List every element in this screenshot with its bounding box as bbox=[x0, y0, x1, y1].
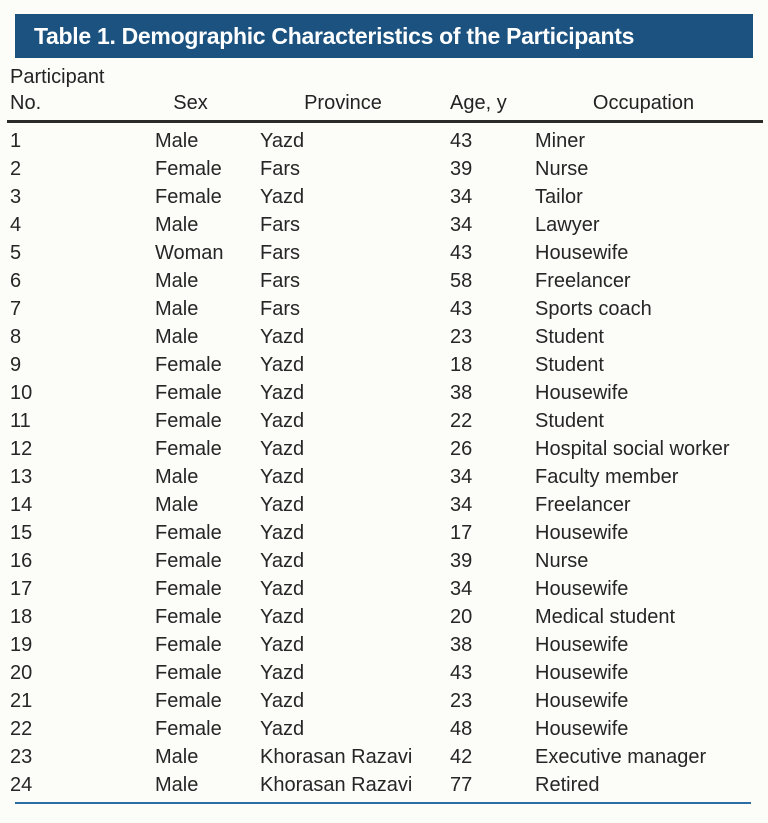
column-header-sex: Sex bbox=[173, 92, 208, 114]
cell-occupation: Housewife bbox=[535, 521, 629, 544]
cell-province: Yazd bbox=[260, 633, 305, 656]
cell-no: 12 bbox=[10, 437, 33, 460]
cell-no: 13 bbox=[10, 465, 33, 488]
column-header-province: Province bbox=[304, 92, 382, 114]
table-row bbox=[0, 323, 768, 351]
cell-province: Yazd bbox=[260, 577, 305, 600]
cell-age: 77 bbox=[450, 773, 473, 796]
table-row bbox=[0, 743, 768, 771]
cell-age: 38 bbox=[450, 633, 473, 656]
table-row bbox=[0, 715, 768, 743]
cell-age: 26 bbox=[450, 437, 473, 460]
cell-sex: Female bbox=[155, 605, 222, 628]
cell-occupation: Housewife bbox=[535, 661, 629, 684]
cell-province: Yazd bbox=[260, 437, 305, 460]
cell-sex: Woman bbox=[155, 241, 224, 264]
cell-sex: Male bbox=[155, 213, 199, 236]
cell-no: 8 bbox=[10, 325, 22, 348]
cell-province: Khorasan Razavi bbox=[260, 773, 413, 796]
table-title-bar bbox=[15, 14, 753, 58]
cell-sex: Male bbox=[155, 745, 199, 768]
cell-no: 18 bbox=[10, 605, 33, 628]
cell-no: 10 bbox=[10, 381, 33, 404]
cell-no: 7 bbox=[10, 297, 22, 320]
cell-occupation: Housewife bbox=[535, 381, 629, 404]
table-row bbox=[0, 407, 768, 435]
cell-sex: Male bbox=[155, 297, 199, 320]
table-row bbox=[0, 631, 768, 659]
table-row bbox=[0, 659, 768, 687]
cell-province: Yazd bbox=[260, 689, 305, 712]
cell-occupation: Housewife bbox=[535, 633, 629, 656]
cell-no: 11 bbox=[10, 409, 31, 432]
cell-no: 1 bbox=[10, 129, 22, 152]
cell-occupation: Medical student bbox=[535, 605, 676, 628]
cell-sex: Male bbox=[155, 129, 199, 152]
cell-age: 48 bbox=[450, 717, 473, 740]
cell-no: 19 bbox=[10, 633, 33, 656]
cell-occupation: Student bbox=[535, 353, 604, 376]
cell-province: Yazd bbox=[260, 353, 305, 376]
cell-age: 17 bbox=[450, 521, 473, 544]
cell-occupation: Freelancer bbox=[535, 493, 631, 516]
table-row bbox=[0, 463, 768, 491]
cell-occupation: Housewife bbox=[535, 241, 629, 264]
cell-no: 23 bbox=[10, 745, 33, 768]
cell-occupation: Miner bbox=[535, 129, 586, 152]
cell-age: 43 bbox=[450, 129, 473, 152]
cell-occupation: Executive manager bbox=[535, 745, 707, 768]
cell-no: 17 bbox=[10, 577, 33, 600]
cell-province: Yazd bbox=[260, 717, 305, 740]
table-row bbox=[0, 491, 768, 519]
table-row bbox=[0, 547, 768, 575]
cell-province: Fars bbox=[260, 269, 300, 292]
cell-sex: Female bbox=[155, 633, 222, 656]
cell-province: Yazd bbox=[260, 605, 305, 628]
demographics-table bbox=[0, 64, 768, 804]
cell-age: 58 bbox=[450, 269, 473, 292]
cell-province: Yazd bbox=[260, 521, 305, 544]
cell-occupation: Sports coach bbox=[535, 297, 652, 320]
cell-province: Fars bbox=[260, 157, 300, 180]
cell-no: 4 bbox=[10, 213, 22, 236]
cell-occupation: Retired bbox=[535, 773, 600, 796]
table-row bbox=[0, 155, 768, 183]
cell-age: 34 bbox=[450, 185, 473, 208]
cell-province: Fars bbox=[260, 213, 300, 236]
cell-province: Yazd bbox=[260, 129, 305, 152]
cell-province: Yazd bbox=[260, 549, 305, 572]
cell-no: 3 bbox=[10, 185, 22, 208]
cell-sex: Female bbox=[155, 661, 222, 684]
cell-age: 23 bbox=[450, 325, 473, 348]
table-row bbox=[0, 687, 768, 715]
cell-province: Yazd bbox=[260, 661, 305, 684]
table-bottom-rule bbox=[15, 802, 751, 805]
cell-no: 14 bbox=[10, 493, 33, 516]
cell-province: Fars bbox=[260, 241, 300, 264]
cell-occupation: Faculty member bbox=[535, 465, 679, 488]
cell-age: 34 bbox=[450, 465, 473, 488]
table-row bbox=[0, 575, 768, 603]
cell-no: 9 bbox=[10, 353, 22, 376]
cell-age: 18 bbox=[450, 353, 473, 376]
cell-sex: Female bbox=[155, 185, 222, 208]
cell-occupation: Hospital social worker bbox=[535, 437, 730, 460]
cell-occupation: Housewife bbox=[535, 717, 629, 740]
cell-no: 5 bbox=[10, 241, 22, 264]
cell-sex: Female bbox=[155, 381, 222, 404]
table-row bbox=[0, 127, 768, 155]
cell-no: 6 bbox=[10, 269, 22, 292]
cell-sex: Female bbox=[155, 409, 222, 432]
cell-sex: Female bbox=[155, 549, 222, 572]
cell-sex: Male bbox=[155, 269, 199, 292]
cell-sex: Female bbox=[155, 437, 222, 460]
cell-no: 15 bbox=[10, 521, 33, 544]
column-header-participant-line1: Participant bbox=[10, 66, 105, 88]
cell-no: 22 bbox=[10, 717, 33, 740]
table-header-row bbox=[0, 64, 768, 120]
cell-no: 2 bbox=[10, 157, 22, 180]
cell-occupation: Housewife bbox=[535, 577, 629, 600]
cell-age: 34 bbox=[450, 493, 473, 516]
cell-province: Yazd bbox=[260, 325, 305, 348]
table-row bbox=[0, 519, 768, 547]
cell-age: 43 bbox=[450, 661, 473, 684]
cell-sex: Female bbox=[155, 157, 222, 180]
cell-occupation: Housewife bbox=[535, 689, 629, 712]
cell-sex: Female bbox=[155, 353, 222, 376]
cell-no: 20 bbox=[10, 661, 33, 684]
cell-province: Yazd bbox=[260, 185, 305, 208]
cell-province: Yazd bbox=[260, 493, 305, 516]
column-header-participant-line2: No. bbox=[10, 92, 42, 114]
cell-age: 23 bbox=[450, 689, 473, 712]
table-title: Table 1. Demographic Characteristics of the Participants bbox=[34, 22, 635, 49]
cell-age: 39 bbox=[450, 157, 473, 180]
cell-sex: Male bbox=[155, 325, 199, 348]
cell-age: 38 bbox=[450, 381, 473, 404]
cell-sex: Female bbox=[155, 717, 222, 740]
cell-occupation: Tailor bbox=[535, 185, 583, 208]
cell-age: 34 bbox=[450, 577, 473, 600]
cell-occupation: Freelancer bbox=[535, 269, 631, 292]
column-header-participant-no bbox=[10, 64, 155, 116]
header-divider-rule bbox=[7, 120, 763, 123]
table-row bbox=[0, 211, 768, 239]
cell-age: 43 bbox=[450, 297, 473, 320]
cell-province: Yazd bbox=[260, 465, 305, 488]
cell-occupation: Nurse bbox=[535, 549, 589, 572]
table-row bbox=[0, 771, 768, 799]
cell-sex: Male bbox=[155, 773, 199, 796]
column-header-occupation: Occupation bbox=[592, 92, 695, 114]
cell-sex: Female bbox=[155, 577, 222, 600]
table-row bbox=[0, 239, 768, 267]
cell-occupation: Lawyer bbox=[535, 213, 600, 236]
table-row bbox=[0, 435, 768, 463]
cell-age: 43 bbox=[450, 241, 473, 264]
cell-sex: Female bbox=[155, 521, 222, 544]
table-row bbox=[0, 183, 768, 211]
cell-province: Khorasan Razavi bbox=[260, 745, 413, 768]
column-header-age: Age, y bbox=[450, 92, 507, 114]
table-row bbox=[0, 379, 768, 407]
table-body bbox=[0, 127, 768, 799]
cell-occupation: Nurse bbox=[535, 157, 589, 180]
table-row bbox=[0, 603, 768, 631]
table-row bbox=[0, 267, 768, 295]
cell-age: 42 bbox=[450, 745, 473, 768]
cell-occupation: Student bbox=[535, 325, 604, 348]
cell-sex: Male bbox=[155, 465, 199, 488]
cell-province: Fars bbox=[260, 297, 300, 320]
cell-occupation: Student bbox=[535, 409, 604, 432]
table-row bbox=[0, 295, 768, 323]
cell-age: 20 bbox=[450, 605, 473, 628]
cell-province: Yazd bbox=[260, 409, 305, 432]
cell-no: 16 bbox=[10, 549, 33, 572]
cell-province: Yazd bbox=[260, 381, 305, 404]
cell-sex: Male bbox=[155, 493, 199, 516]
cell-age: 34 bbox=[450, 213, 473, 236]
cell-sex: Female bbox=[155, 689, 222, 712]
cell-age: 22 bbox=[450, 409, 473, 432]
cell-age: 39 bbox=[450, 549, 473, 572]
cell-no: 21 bbox=[10, 689, 33, 712]
cell-no: 24 bbox=[10, 773, 33, 796]
table-row bbox=[0, 351, 768, 379]
